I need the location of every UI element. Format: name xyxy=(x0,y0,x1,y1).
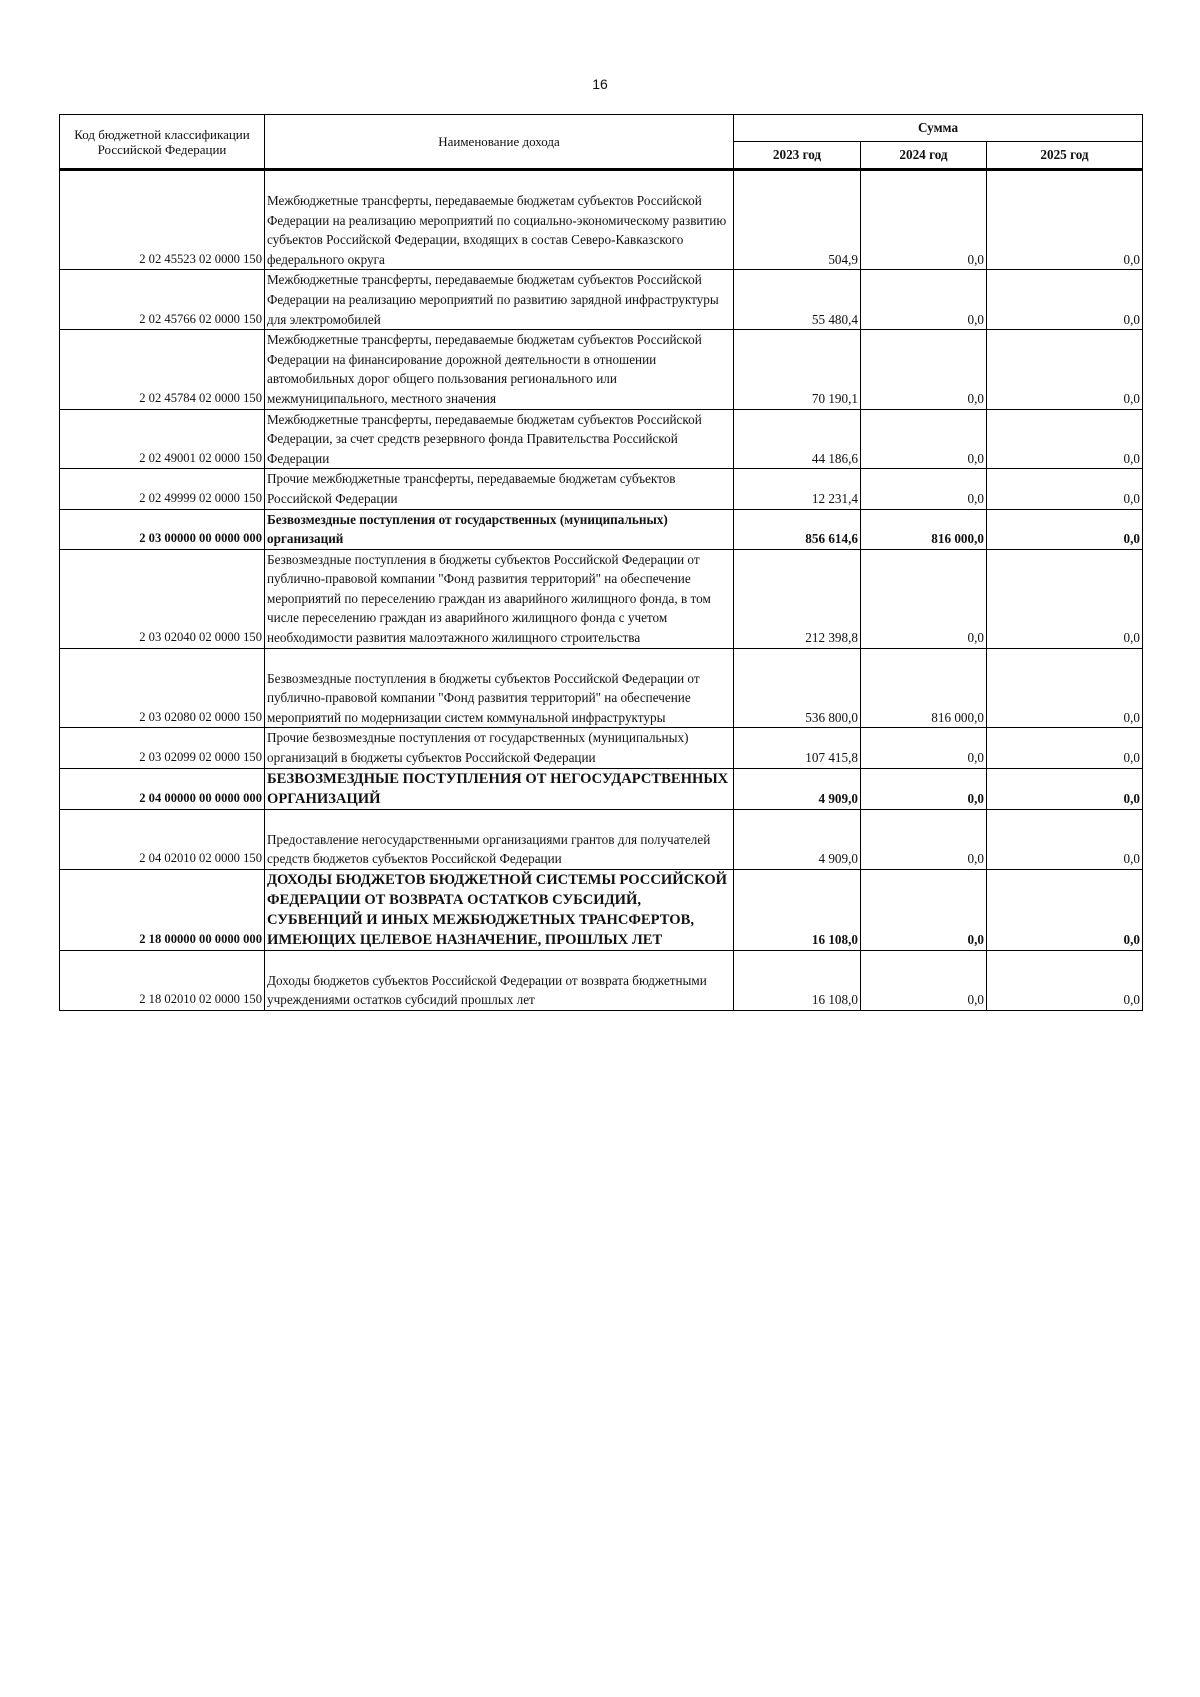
row-value-2023: 16 108,0 xyxy=(734,950,861,1010)
row-value-2024: 0,0 xyxy=(861,809,987,869)
row-name: Безвозмездные поступления в бюджеты субъектов Российской Федерации от публично-правовой компании "Фонд развития территорий" на обеспечение мероприятий по переселению граждан из аварийного жилищного фонда, в том числе переселению граждан из аварийного жилищного фонда с учетом необходимости развития малоэтажного жилищного строительства xyxy=(265,549,734,648)
row-value-2025: 0,0 xyxy=(987,509,1143,549)
table-row-subtotal xyxy=(60,768,1143,809)
row-value-2023: 4 909,0 xyxy=(734,768,861,809)
row-value-2025: 0,0 xyxy=(987,950,1143,1010)
row-name: Прочие межбюджетные трансферты, передаваемые бюджетам субъектов Российской Федерации xyxy=(265,469,734,509)
row-value-2023: 70 190,1 xyxy=(734,330,861,409)
row-name xyxy=(265,950,734,1010)
row-value-2024: 0,0 xyxy=(861,170,987,270)
page-number: 16 xyxy=(592,76,608,92)
row-value-2025: 0,0 xyxy=(987,809,1143,869)
row-value-2025: 0,0 xyxy=(987,469,1143,509)
row-value-2025: 0,0 xyxy=(987,330,1143,409)
row-value-2025: 0,0 xyxy=(987,869,1143,950)
year-2023-header: 2023 год xyxy=(734,142,861,170)
name-column-header: Наименование дохода xyxy=(265,115,734,170)
row-code: 2 02 45784 02 0000 150 xyxy=(60,330,265,409)
row-value-2024: 816 000,0 xyxy=(861,648,987,728)
table-row xyxy=(60,809,1143,869)
row-value-2024: 0,0 xyxy=(861,728,987,768)
row-value-2023: 44 186,6 xyxy=(734,409,861,469)
row-code: 2 02 49001 02 0000 150 xyxy=(60,409,265,469)
table-row xyxy=(60,330,1143,409)
table-row-subtotal xyxy=(60,509,1143,549)
row-name: Безвозмездные поступления от государственных (муниципальных) организаций xyxy=(265,509,734,549)
row-name: Межбюджетные трансферты, передаваемые бюджетам субъектов Российской Федерации, за счет средств резервного фонда Правительства Российской Федерации xyxy=(265,409,734,469)
row-value-2024: 0,0 xyxy=(861,950,987,1010)
row-name xyxy=(265,809,734,869)
table-row xyxy=(60,170,1143,270)
row-value-2024: 816 000,0 xyxy=(861,509,987,549)
year-2024-header: 2024 год xyxy=(861,142,987,170)
row-value-2023: 856 614,6 xyxy=(734,509,861,549)
row-name xyxy=(265,648,734,728)
row-name-text: Доходы бюджетов субъектов Российской Федерации от возврата бюджетными учреждениями остатков субсидий прошлых лет xyxy=(267,972,707,1008)
table-row xyxy=(60,549,1143,648)
table-row-subtotal xyxy=(60,869,1143,950)
row-name-text: Предоставление негосударственными организациями грантов для получателей средств бюджетов субъектов Российской Федерации xyxy=(267,831,711,867)
row-code: 2 03 02040 02 0000 150 xyxy=(60,549,265,648)
row-value-2024: 0,0 xyxy=(861,330,987,409)
row-value-2025: 0,0 xyxy=(987,170,1143,270)
row-value-2025: 0,0 xyxy=(987,549,1143,648)
row-name: Прочие безвозмездные поступления от государственных (муниципальных) организаций в бюджеты субъектов Российской Федерации xyxy=(265,728,734,768)
row-value-2023: 107 415,8 xyxy=(734,728,861,768)
row-code: 2 02 49999 02 0000 150 xyxy=(60,469,265,509)
row-code: 2 02 45766 02 0000 150 xyxy=(60,270,265,330)
row-value-2023: 4 909,0 xyxy=(734,809,861,869)
row-value-2023: 55 480,4 xyxy=(734,270,861,330)
row-value-2023: 504,9 xyxy=(734,170,861,270)
row-code: 2 18 00000 00 0000 000 xyxy=(60,869,265,950)
row-value-2024: 0,0 xyxy=(861,469,987,509)
row-value-2025: 0,0 xyxy=(987,728,1143,768)
row-value-2024: 0,0 xyxy=(861,768,987,809)
row-code: 2 18 02010 02 0000 150 xyxy=(60,950,265,1010)
row-name: ДОХОДЫ БЮДЖЕТОВ БЮДЖЕТНОЙ СИСТЕМЫ РОССИЙСКОЙ ФЕДЕРАЦИИ ОТ ВОЗВРАТА ОСТАТКОВ СУБСИДИЙ, СУБВЕНЦИЙ И ИНЫХ МЕЖБЮДЖЕТНЫХ ТРАНСФЕРТОВ, ИМЕЮЩИХ ЦЕЛЕВОЕ НАЗНАЧЕНИЕ, ПРОШЛЫХ ЛЕТ xyxy=(265,869,734,950)
table-row xyxy=(60,728,1143,768)
row-value-2024: 0,0 xyxy=(861,270,987,330)
row-name-text: Межбюджетные трансферты, передаваемые бюджетам субъектов Российской Федерации на реализацию мероприятий по социально-экономическому развитию субъектов Российской Федерации, входящих в состав Северо-Кавказского федерального округа xyxy=(267,193,727,267)
row-code: 2 02 45523 02 0000 150 xyxy=(60,170,265,270)
row-value-2025: 0,0 xyxy=(987,768,1143,809)
table-row xyxy=(60,270,1143,330)
row-name xyxy=(265,170,734,270)
row-value-2025: 0,0 xyxy=(987,270,1143,330)
row-value-2023: 536 800,0 xyxy=(734,648,861,728)
table-row xyxy=(60,409,1143,469)
row-code: 2 04 00000 00 0000 000 xyxy=(60,768,265,809)
year-2025-header: 2025 год xyxy=(987,142,1143,170)
row-name: Межбюджетные трансферты, передаваемые бюджетам субъектов Российской Федерации на реализацию мероприятий по развитию зарядной инфраструктуры для электромобилей xyxy=(265,270,734,330)
row-value-2024: 0,0 xyxy=(861,409,987,469)
row-value-2023: 212 398,8 xyxy=(734,549,861,648)
row-code: 2 03 02080 02 0000 150 xyxy=(60,648,265,728)
row-name: Межбюджетные трансферты, передаваемые бюджетам субъектов Российской Федерации на финансирование дорожной деятельности в отношении автомобильных дорог общего пользования регионального или межмуниципального, местного значения xyxy=(265,330,734,409)
row-value-2025: 0,0 xyxy=(987,648,1143,728)
revenue-table xyxy=(59,114,1143,1011)
table-row xyxy=(60,648,1143,728)
sum-column-header: Сумма xyxy=(734,115,1143,142)
row-code: 2 03 02099 02 0000 150 xyxy=(60,728,265,768)
code-column-header: Код бюджетной классификации Российской Федерации xyxy=(60,115,265,170)
row-name-text: Безвозмездные поступления в бюджеты субъектов Российской Федерации от публично-правовой компании "Фонд развития территорий" на обеспечение мероприятий по модернизации систем коммунальной инфраструктуры xyxy=(267,670,700,725)
row-value-2025: 0,0 xyxy=(987,409,1143,469)
row-value-2024: 0,0 xyxy=(861,549,987,648)
row-code: 2 04 02010 02 0000 150 xyxy=(60,809,265,869)
table-row xyxy=(60,469,1143,509)
table-row xyxy=(60,950,1143,1010)
row-value-2023: 16 108,0 xyxy=(734,869,861,950)
row-value-2024: 0,0 xyxy=(861,869,987,950)
row-code: 2 03 00000 00 0000 000 xyxy=(60,509,265,549)
row-name: БЕЗВОЗМЕЗДНЫЕ ПОСТУПЛЕНИЯ ОТ НЕГОСУДАРСТВЕННЫХ ОРГАНИЗАЦИЙ xyxy=(265,768,734,809)
row-value-2023: 12 231,4 xyxy=(734,469,861,509)
